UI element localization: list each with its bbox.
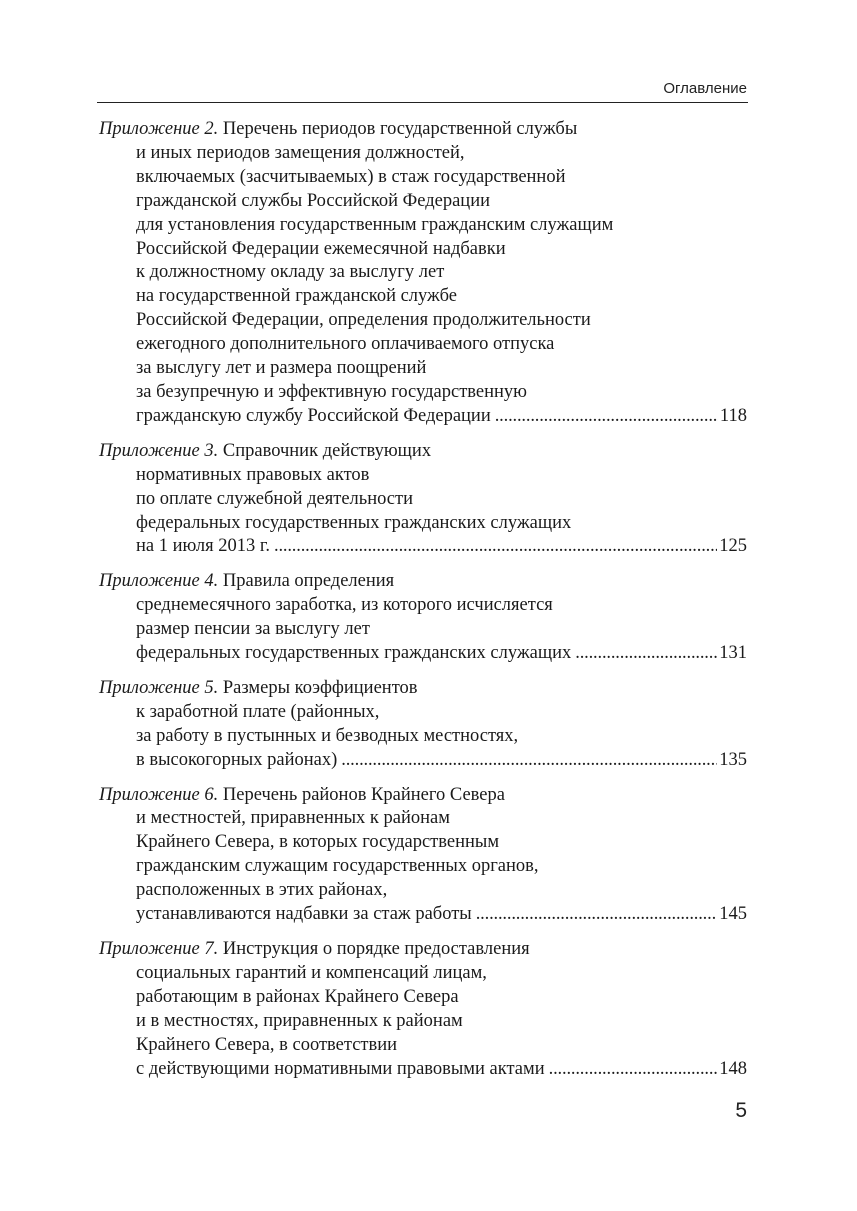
header-rule [97,102,748,103]
toc-entry-line: ежегодного дополнительного оплачиваемого отпуска [136,334,555,355]
toc-entry-line: с действующими нормативными правовыми актами [136,1058,545,1079]
toc-entry-line: и иных периодов замещения должностей, [136,142,465,163]
toc-entry-line: к заработной плате (районных, [136,701,380,722]
dot-leader [575,642,717,666]
toc-entry-line: для установления государственным гражданским служащим [136,214,614,235]
toc-entry-line: в высокогорных районах) [136,749,338,770]
toc-entry-prefix: Приложение 7. [99,939,219,959]
toc-entry-line: и местностей, приравненных к районам [136,808,450,829]
toc-entry-heading [99,677,747,701]
toc-entry-line: социальных гарантий и компенсаций лицам, [136,962,487,983]
page-number: 5 [735,1099,747,1122]
running-header-title: Оглавление [663,80,747,97]
toc-entry-line: и в местностях, приравненных к районам [136,1010,463,1031]
toc-entry-title: Перечень периодов государственной службы [222,119,578,139]
toc-page-number[interactable]: 118 [719,405,747,426]
toc-entry-appendix-4[interactable] [99,570,747,666]
toc-entry-line: устанавливаются надбавки за стаж работы [136,904,472,925]
toc-entry-line: расположенных в этих районах, [136,880,388,901]
toc-entry-line: Крайнего Севера, в соответствии [136,1034,398,1055]
toc-entry-title: Размеры коэффициентов [222,677,418,698]
dot-leader [549,1058,718,1082]
toc-page-number[interactable]: 131 [719,643,747,664]
toc-entry-line: за работу в пустынных и безводных местностях, [136,725,519,746]
toc-entry-appendix-6[interactable] [99,784,747,927]
toc-entry-heading [99,440,747,464]
toc-entry-title: Правила определения [222,571,395,592]
toc-entry-heading [99,938,747,962]
toc-entry-prefix: Приложение 3. [99,440,219,461]
toc-page-number[interactable]: 148 [719,1058,747,1079]
toc-entry-prefix: Приложение 2. [99,119,219,139]
toc-entry-last-line [99,642,747,666]
toc-entry-line: гражданским служащим государственных органов, [136,856,539,877]
toc-entry-line: за безупречную и эффективную государственную [136,381,527,402]
toc-page-number[interactable]: 135 [719,749,747,770]
toc-entry-last-line [99,1058,747,1082]
toc-entry-line: федеральных государственных гражданских служащих [136,643,572,664]
toc-entry-line: включаемых (засчитываемых) в стаж государственной [136,166,566,187]
toc-entry-last-line [99,535,747,559]
toc-entry-line: Российской Федерации, определения продолжительности [136,310,591,331]
toc-entry-line: на 1 июля 2013 г. [136,536,270,557]
toc-entry-heading [99,118,747,142]
toc-entry-line: размер пенсии за выслугу лет [136,619,370,640]
toc-entry-line: за выслугу лет и размера поощрений [136,358,427,379]
toc-entry-appendix-5[interactable] [99,677,747,773]
toc-entry-line: на государственной гражданской службе [136,286,457,307]
toc-entry-line: среднемесячного заработка, из которого исчисляется [136,595,553,616]
toc-entry-last-line [99,405,747,429]
toc-entry-appendix-3[interactable] [99,440,747,560]
toc-entry-title: Перечень районов Крайнего Севера [222,784,505,805]
toc-entry-heading [99,784,747,808]
dot-leader [274,535,717,559]
toc-entry-prefix: Приложение 4. [99,571,219,592]
toc-entry-appendix-2[interactable] [99,118,747,429]
dot-leader [495,405,718,429]
toc-entry-line: по оплате служебной деятельности [136,488,414,509]
toc-entry-line: к должностному окладу за выслугу лет [136,262,445,283]
toc-page-number[interactable]: 145 [719,904,747,925]
toc-entry-prefix: Приложение 5. [99,677,219,698]
toc-entry-line: Российской Федерации ежемесячной надбавки [136,238,506,259]
toc-page-number[interactable]: 125 [719,536,747,557]
toc-entry-last-line [99,749,747,773]
toc-entry-line: нормативных правовых актов [136,464,370,485]
toc-entry-last-line [99,903,747,927]
toc-entry-line: Крайнего Севера, в которых государственным [136,832,500,853]
table-of-contents [99,118,747,1081]
toc-entry-title: Справочник действующих [222,440,432,461]
toc-entry-line: гражданской службы Российской Федерации [136,190,491,211]
toc-entry-heading [99,570,747,594]
toc-entry-appendix-7[interactable] [99,938,747,1081]
dot-leader [476,903,718,927]
toc-entry-line: гражданскую службу Российской Федерации [136,405,491,426]
dot-leader [341,749,717,773]
toc-entry-line: работающим в районах Крайнего Севера [136,986,459,1007]
toc-entry-title: Инструкция о порядке предоставления [222,939,530,959]
toc-entry-line: федеральных государственных гражданских служащих [136,512,572,533]
toc-entry-prefix: Приложение 6. [99,784,219,805]
